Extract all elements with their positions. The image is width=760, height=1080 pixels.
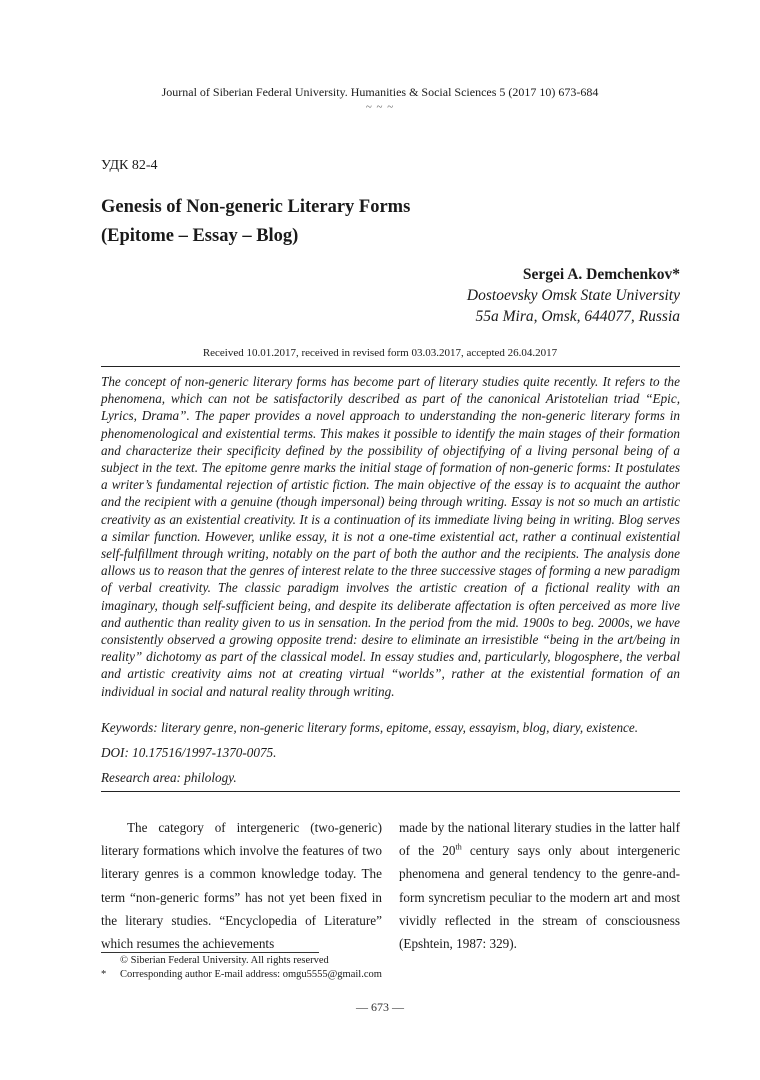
title-line-1: Genesis of Non-generic Literary Forms <box>101 197 411 217</box>
page-number: — 673 — <box>356 1000 404 1014</box>
received-dates: Received 10.01.2017, received in revised form 03.03.2017, accepted 26.04.2017 <box>202 347 558 359</box>
body-right-text-1: made by the national literary studies in the latter half of the 20 <box>399 820 680 859</box>
abstract-bottom-rule <box>101 791 680 792</box>
abstract-text: The concept of non-generic literary forms has become part of literary studies quite recently. It refers to the phenomena, which can not be satisfactorily described as part of the canonical Aristotelian triad “Epic, Lyrics, Drama”. The paper provides a novel approach to understanding the non-generic literary forms in phenomenological and existential terms. This makes it possible to identify the main stages of their formation and characterize their specificity defined by the possibility of objectifying of a living personal being of a subject in the text. The epitome genre marks the initial stage of formation of non-generic forms: It postulates a writer’s fundamental rejection of artistic fiction. The main objective of the essay is to acquaint the author and the recipient with a genuine (though impersonal) being through writing. Essay is not so much an artistic creativity as an existential creativity. It is a continuation of its immediate living being in writing. Blog serves a similar function. However, unlike essay, it is not a one-time existential act, rather a continual existential self-fulfillment through writing, notably on the part of both the author and the recipients. The analysis done allows us to reason that the genres of interest relate to the three successive stages of forming a new paradigm of verbal creativity. The classic paradigm involves the artistic creation of a fictional reality with an imaginary, though self-sufficient being, and despite its deliberate affectation is often perceived as more live and authentic than reality given to us in sensation. In the period from the mid. 1900s to beg. 2000s, we have consistently observed a growing opposite trend: desire to eliminate an irresistible “being in the art/being in reality” dichotomy as part of the classical model. In essay studies and, particularly, blogosphere, the verbal and artistic creativity aims not at creating virtual “worlds”, rather at the existential formation of an individual in social and natural reality through writing. <box>101 374 680 699</box>
research-area: Research area: philology. <box>101 770 237 785</box>
footnote-copyright: © Siberian Federal University. All rights reserved <box>120 955 329 966</box>
body-column-right <box>399 816 680 955</box>
footnote-rule <box>101 952 319 953</box>
author-address: 55a Mira, Omsk, 644077, Russia <box>475 308 680 325</box>
author-name: Sergei A. Demchenkov* <box>522 266 680 283</box>
body-right-superscript: th <box>455 842 462 852</box>
footnote-corresponding: Corresponding author E-mail address: omgu5555@gmail.com <box>120 969 382 980</box>
journal-header: Journal of Siberian Federal University. Humanities & Social Sciences 5 (2017 10) 673-684 <box>161 85 599 99</box>
keywords: Keywords: literary genre, non-generic literary forms, epitome, essay, essayism, blog, diary, existence. <box>101 720 639 735</box>
article-title <box>101 193 410 251</box>
abstract-top-rule <box>101 366 680 367</box>
doi: DOI: 10.17516/1997-1370-0075. <box>101 745 277 760</box>
author-affiliation: Dostoevsky Omsk State University <box>466 287 680 304</box>
footnote-asterisk: * <box>101 969 107 980</box>
header-ornament: ~ ~ ~ <box>365 101 395 113</box>
title-line-2: (Epitome – Essay – Blog) <box>101 226 299 246</box>
body-right-text-2: century says only about intergeneric phenomena and general tendency to the genre-and-form syncretism peculiar to the modern art and most vividly reflected in the stream of consciousness (Epshtein, 1987: 329). <box>399 843 680 952</box>
udk-code: УДК 82-4 <box>101 158 158 173</box>
author-block <box>467 264 680 327</box>
body-column-left: The category of intergeneric (two-generic) literary formations which involve the features of two literary genres is a common knowledge today. The term “non-generic forms” has not yet been fixed in the literary studies. “Encyclopedia of Literature” which resumes the achievements <box>101 820 382 952</box>
